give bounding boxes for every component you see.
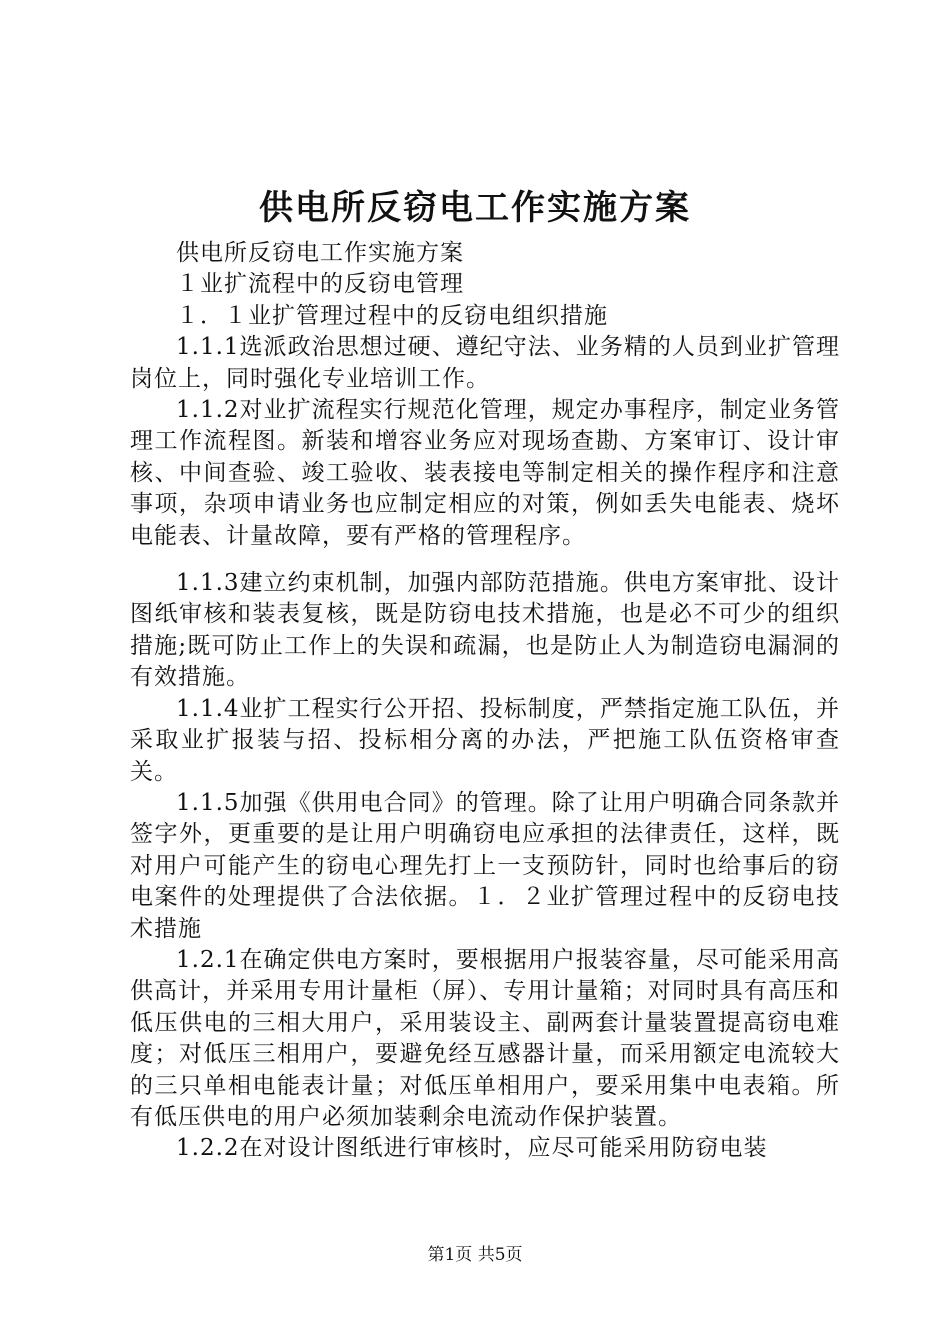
paragraph-1-1-3: 1.1.3建立约束机制，加强内部防范措施。供电方案审批、设计图纸审核和装表复核，既是防窃电技术措施，也是必不可少的组织措施;既可防止工作上的失误和疏漏，也是防止人为制造窃电漏洞的有效措施。 [130, 570, 840, 691]
paragraph-1-1-5: 1.1.5加强《供用电合同》的管理。除了让用户明确合同条款并签字外，更重要的是让用户明确窃电应承担的法律责任，这样，既对用户可能产生的窃电心理先打上一支预防针，同时也给事后的窃电案件的处理提供了合法依据。１．２业扩管理过程中的反窃电技术措施 [130, 789, 840, 942]
paragraph-1-2-2: 1.2.2在对设计图纸进行审核时，应尽可能采用防窃电装 [176, 1135, 768, 1162]
paragraph-1-1-4: 1.1.4业扩工程实行公开招、投标制度，严禁指定施工队伍，并采取业扩报装与招、投标相分离的办法，严把施工队伍资格审查关。 [130, 695, 840, 785]
paragraph-heading-repeat: 供电所反窃电工作实施方案 [176, 240, 464, 266]
paragraph-section-1-1: １．１业扩管理过程中的反窃电组织措施 [176, 302, 608, 329]
document-title: 供电所反窃电工作实施方案 [259, 188, 691, 228]
document-body [130, 238, 840, 1165]
paragraph-1-2-1: 1.2.1在确定供电方案时，要根据用户报装容量，尽可能采用高供高计，并采用专用计量柜（屏）、专用计量箱；对同时具有高压和低压供电的三相大用户，采用装设主、副两套计量装置提高窃电难度；对低压三相用户，要避免经互感器计量，而采用额定电流较大的三只单相电能表计量；对低压单相用户，要采用集中电表箱。所有低压供电的用户必须加装剩余电流动作保护装置。 [130, 946, 840, 1130]
paragraph-section-1: １业扩流程中的反窃电管理 [176, 271, 464, 298]
paragraph-1-1-1: 1.1.1选派政治思想过硬、遵纪守法、业务精的人员到业扩管理岗位上，同时强化专业培训工作。 [130, 334, 840, 392]
paragraph-1-1-2: 1.1.2对业扩流程实行规范化管理，规定办事程序，制定业务管理工作流程图。新装和增容业务应对现场查勘、方案审订、设计审核、中间查验、竣工验收、装表接电等制定相关的操作程序和注意事项，杂项申请业务也应制定相应的对策，例如丢失电能表、烧坏电能表、计量故障，要有严格的管理程序。 [130, 397, 840, 549]
page-number-footer: 第1页 共5页 [427, 1245, 523, 1265]
